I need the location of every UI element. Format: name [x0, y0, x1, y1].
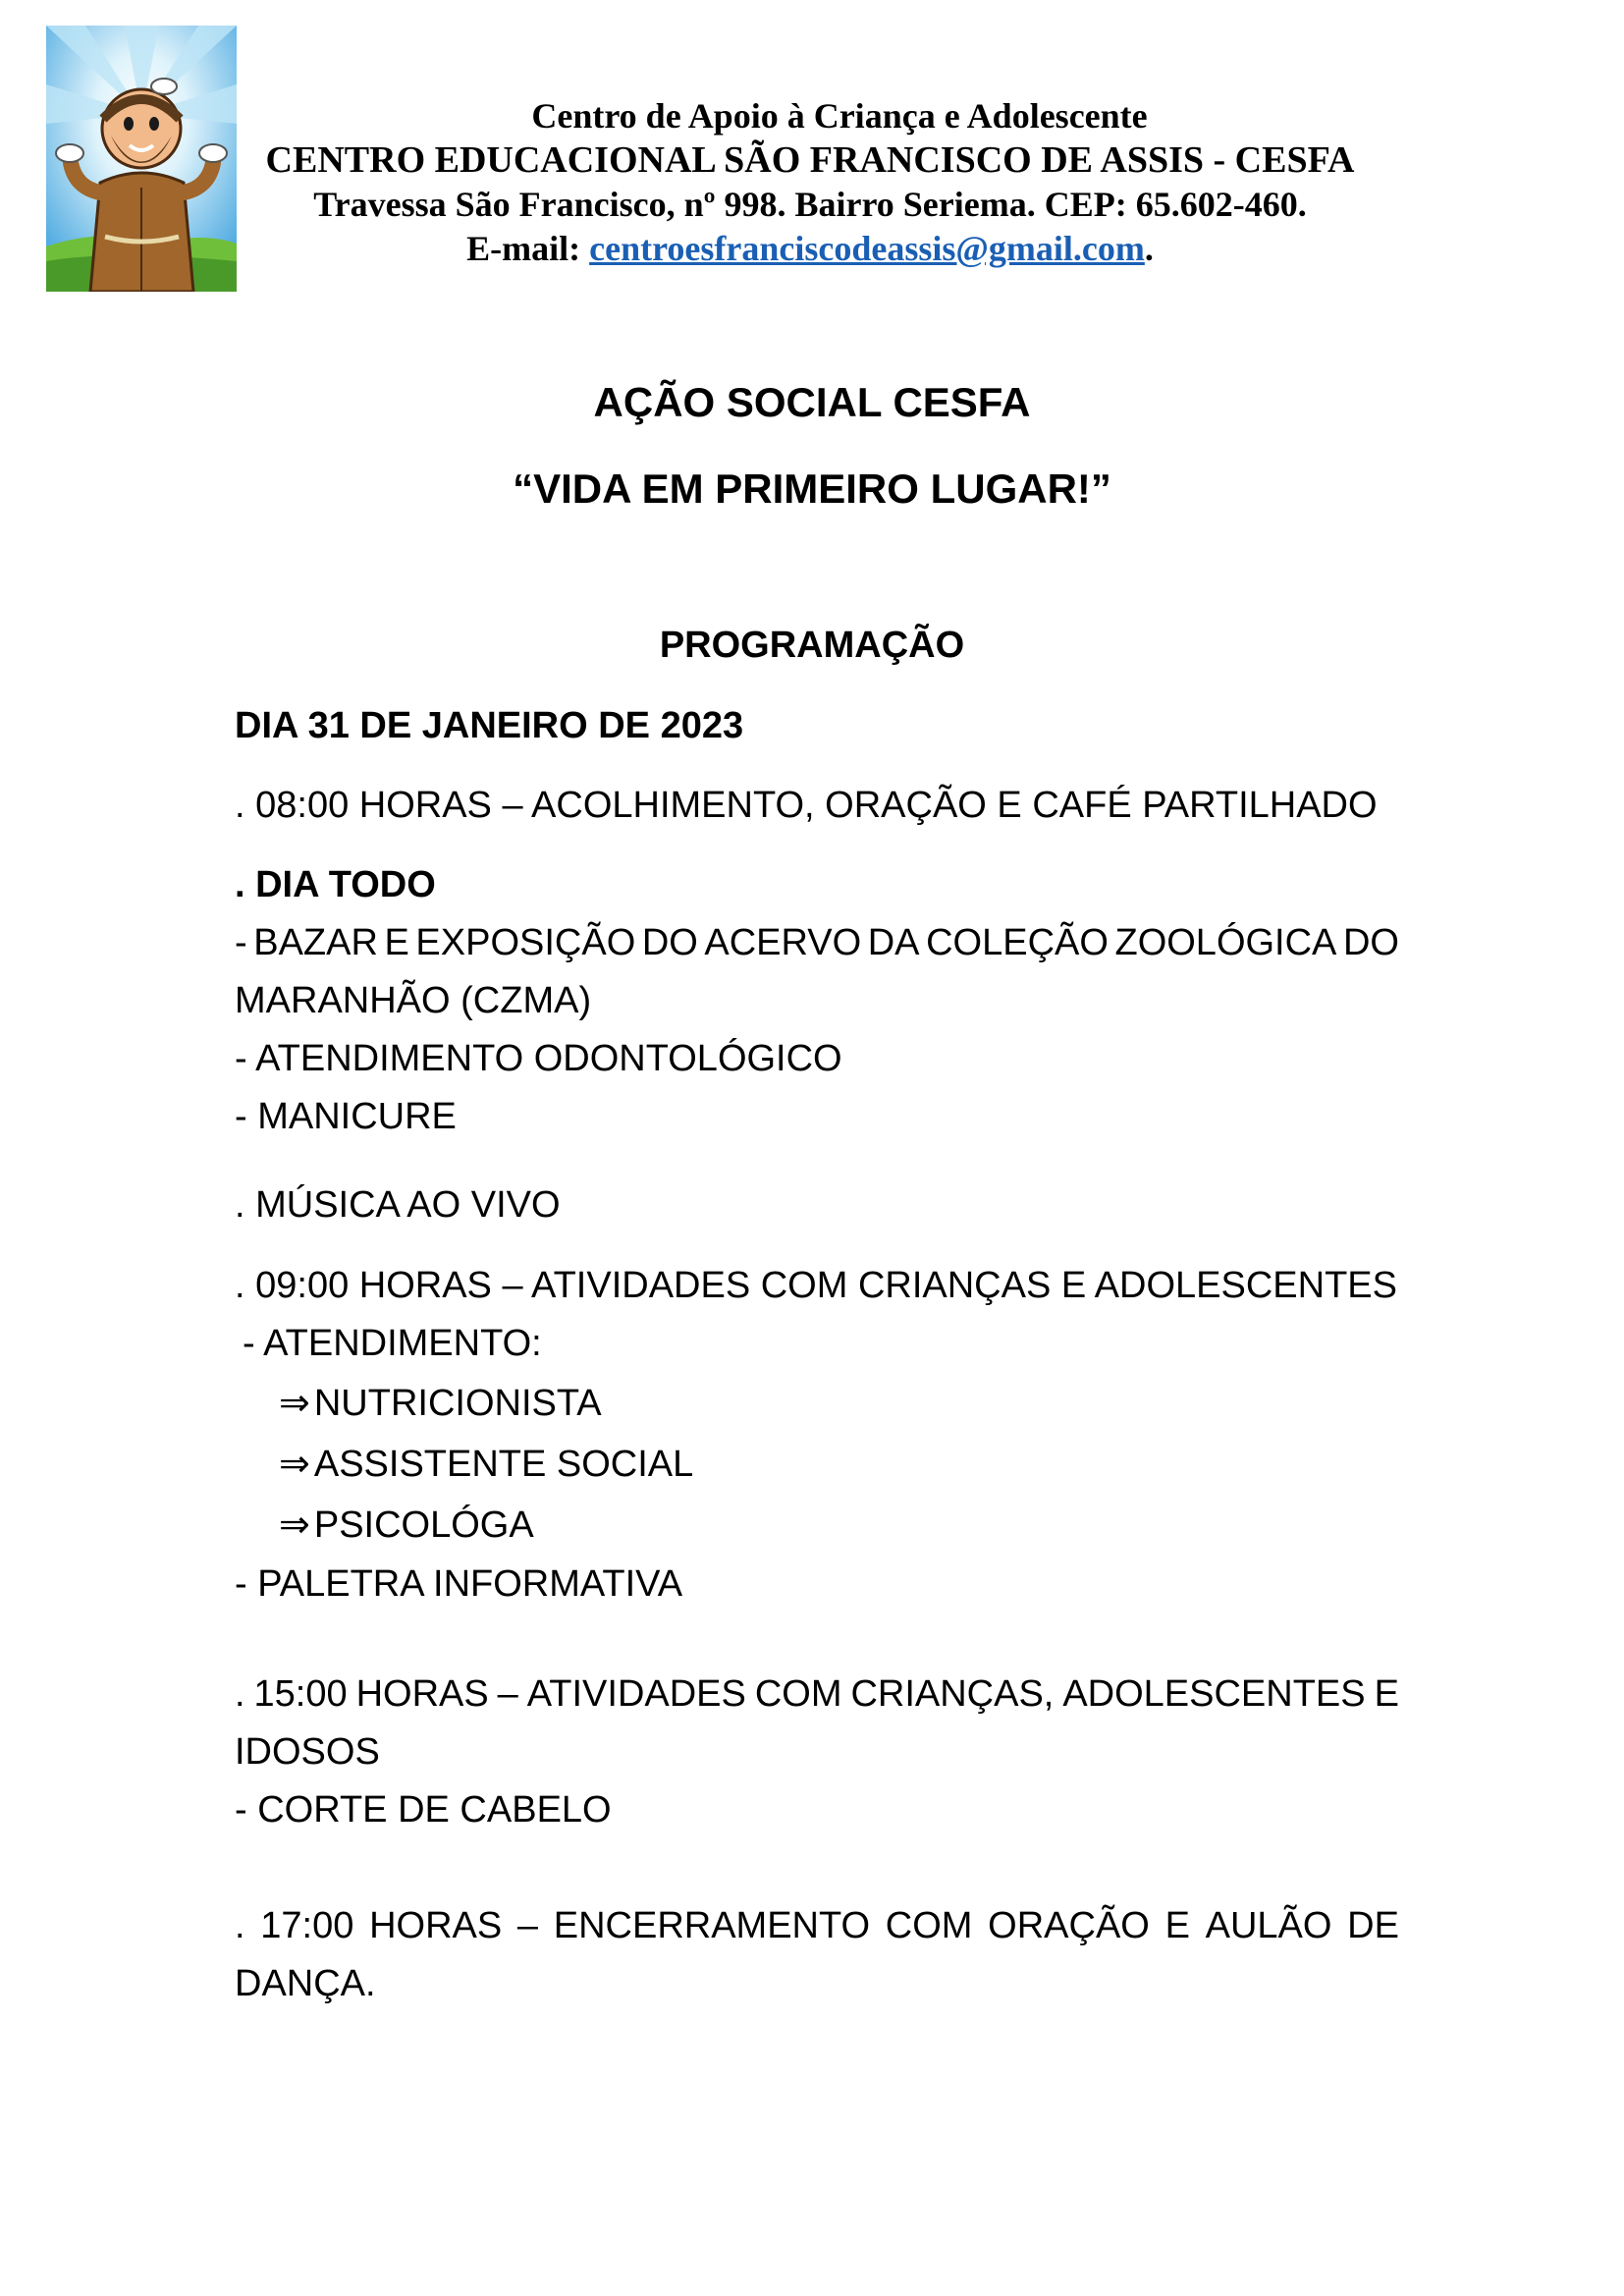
schedule-item-1700: . 17:00 HORAS – ENCERRAMENTO COM ORAÇÃO E AULÃO DE [235, 1905, 1399, 1946]
arrow-icon: ⇒ [279, 1381, 310, 1424]
saint-francis-logo [46, 26, 237, 292]
school-name: CENTRO EDUCACIONAL SÃO FRANCISCO DE ASSIS - CESFA [265, 139, 1355, 181]
email-suffix: . [1144, 229, 1154, 268]
bazar-line: - BAZAR E EXPOSIÇÃO DO ACERVO DA COLEÇÃO ZOOLÓGICA DO [235, 922, 1399, 963]
slogan: “VIDA EM PRIMEIRO LUGAR!” [513, 465, 1111, 512]
manicure-item: - MANICURE [235, 1096, 457, 1137]
email-label: E-mail: [466, 229, 581, 268]
program-heading: PROGRAMAÇÃO [659, 625, 965, 666]
afternoon-activities [235, 1666, 1399, 1839]
dental-item: - ATENDIMENTO ODONTOLÓGICO [235, 1038, 842, 1079]
email-link[interactable]: centroesfranciscodeassis@gmail.com [589, 229, 1145, 268]
schedule-item-1700-continued: DANÇA. [235, 1963, 376, 2004]
email-line [236, 227, 1384, 271]
event-date: DIA 31 DE JANEIRO DE 2023 [235, 705, 744, 746]
all-day-section [235, 856, 1399, 1146]
all-day-heading: . DIA TODO [235, 864, 436, 905]
schedule-item-0800: . 08:00 HORAS – ACOLHIMENTO, ORAÇÃO E CAFÉ PARTILHADO [235, 785, 1378, 826]
closing-activities [235, 1897, 1399, 2013]
address-line: Travessa São Francisco, nº 998. Bairro Seriema. CEP: 65.602-460. [313, 185, 1307, 224]
schedule-item-1500-continued: IDOSOS [235, 1731, 380, 1773]
arrow-icon: ⇒ [279, 1503, 310, 1546]
letterhead [236, 94, 1384, 271]
schedule-item-1500: . 15:00 HORAS – ATIVIDADES COM CRIANÇAS, ADOLESCENTES E [235, 1673, 1399, 1715]
lecture-item: - PALETRA INFORMATIVA [235, 1563, 683, 1605]
music-item: . MÚSICA AO VIVO [235, 1184, 561, 1226]
morning-activities [235, 1257, 1399, 1613]
arrow-icon: ⇒ [279, 1442, 310, 1485]
attendance-item-social-worker: ⇒ ASSISTENTE SOCIAL [279, 1442, 694, 1485]
attendance-item-nutritionist: ⇒ NUTRICIONISTA [279, 1381, 602, 1424]
attendance-heading: - ATENDIMENTO: [243, 1323, 542, 1364]
haircut-item: - CORTE DE CABELO [235, 1789, 612, 1831]
attendance-item-psychologist: ⇒ PSICOLÓGA [279, 1503, 534, 1546]
bazar-line-continued: MARANHÃO (CZMA) [235, 980, 592, 1021]
organization-line: Centro de Apoio à Criança e Adolescente [531, 96, 1148, 136]
page-title: AÇÃO SOCIAL CESFA [593, 379, 1031, 425]
schedule-item-0900: . 09:00 HORAS – ATIVIDADES COM CRIANÇAS E ADOLESCENTES [235, 1265, 1397, 1306]
